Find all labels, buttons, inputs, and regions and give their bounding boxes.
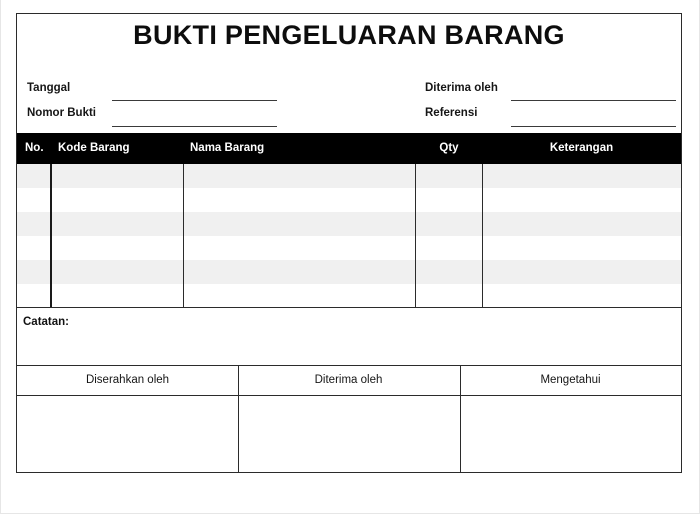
table-row[interactable] [17, 212, 681, 236]
goods-issue-form [16, 13, 682, 473]
table-row[interactable] [17, 164, 681, 188]
column-header-no: No. [25, 142, 44, 154]
column-divider [50, 164, 52, 308]
referensi-field[interactable] [511, 126, 676, 127]
signature-divider [460, 365, 461, 472]
document-title: BUKTI PENGELUARAN BARANG [133, 20, 565, 50]
table-row[interactable] [17, 284, 681, 308]
signature-header-border [17, 395, 681, 396]
column-divider [183, 164, 184, 308]
column-header-nama-barang: Nama Barang [190, 142, 265, 154]
column-header-keterangan: Keterangan [549, 142, 614, 154]
signature-label-mengetahui: Mengetahui [540, 374, 601, 386]
signature-label-diserahkan-oleh: Diserahkan oleh [85, 374, 170, 386]
table-row[interactable] [17, 236, 681, 260]
tanggal-label: Tanggal [27, 82, 71, 94]
column-divider [482, 164, 483, 308]
notes-label: Catatan: [23, 316, 70, 328]
signature-label-diterima-oleh: Diterima oleh [314, 374, 383, 386]
table-row[interactable] [17, 188, 681, 212]
tanggal-field[interactable] [112, 100, 277, 101]
referensi-label: Referensi [425, 107, 478, 119]
nomor-bukti-label: Nomor Bukti [27, 107, 96, 119]
table-row[interactable] [17, 260, 681, 284]
diterima-oleh-label: Diterima oleh [425, 82, 498, 94]
diterima-oleh-field[interactable] [511, 100, 676, 101]
column-divider [415, 164, 416, 308]
signature-divider [238, 365, 239, 472]
column-header-qty: Qty [439, 142, 459, 154]
table-bottom-border [17, 307, 681, 308]
column-header-kode-barang: Kode Barang [58, 142, 130, 154]
items-table-header [17, 133, 681, 164]
items-table-body [17, 164, 681, 308]
nomor-bukti-field[interactable] [112, 126, 277, 127]
